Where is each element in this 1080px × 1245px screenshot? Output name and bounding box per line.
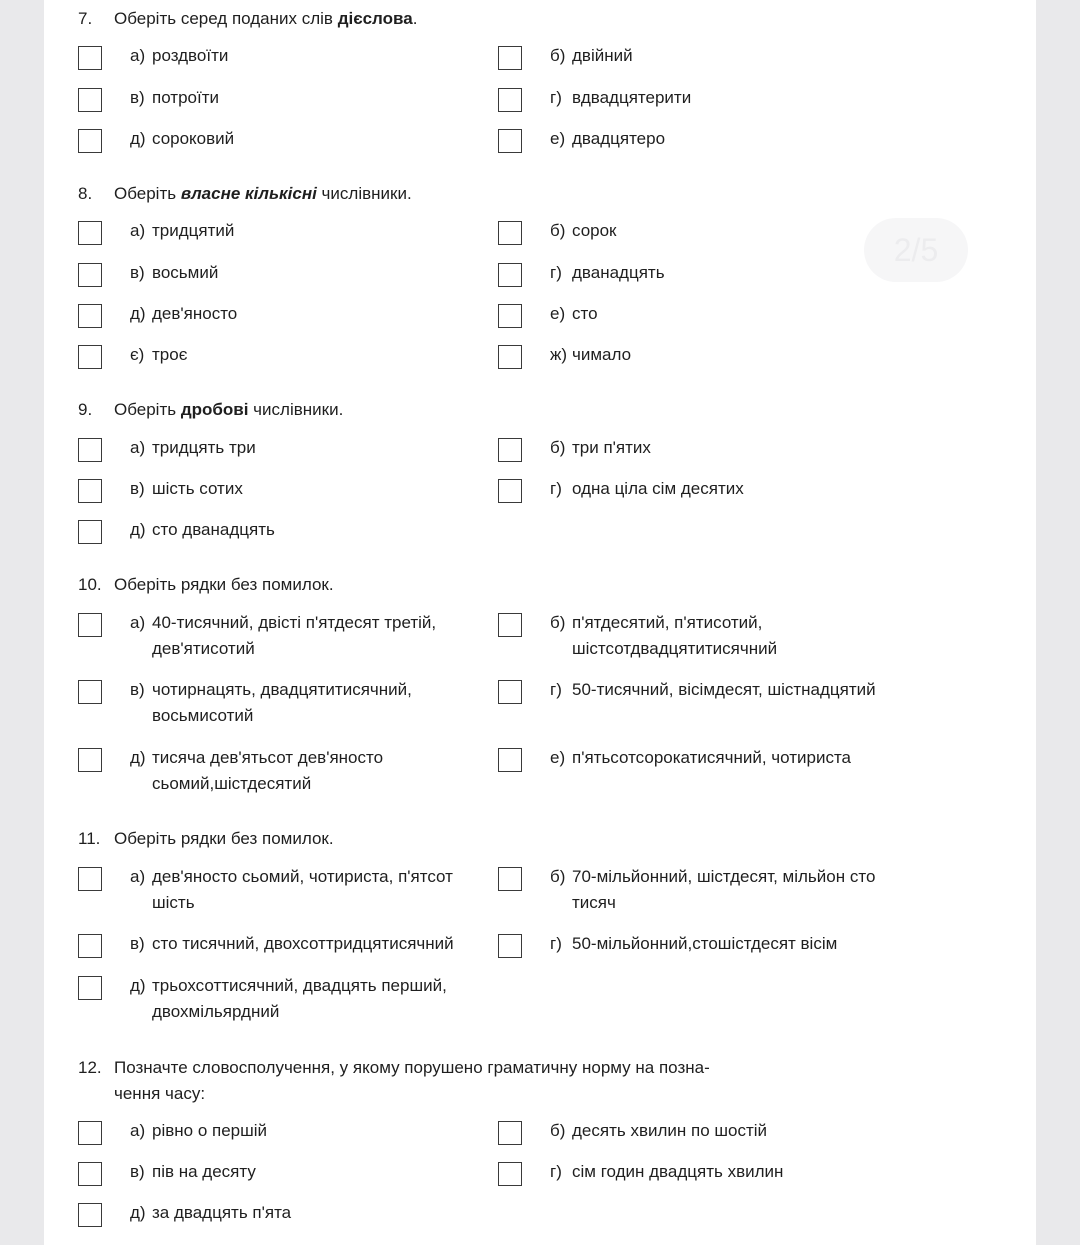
option-text: п'ятьсотсорокатисячний, чотириста [572,748,852,767]
option-text: тисяч [572,893,616,912]
option-label [550,43,895,69]
option-text: шість [152,893,195,912]
answer-checkbox[interactable] [78,867,102,891]
option-text: рівно о першій [152,1121,268,1140]
option-text: пів на десяту [152,1162,256,1181]
worksheet-page [44,0,1036,1245]
option-text: двохмільярдний [152,1002,280,1021]
answer-checkbox[interactable] [78,1162,102,1186]
option-text: чотирнацять, двадцятитисячний, [152,680,412,699]
answer-checkbox[interactable] [498,46,522,70]
option-text: сім годин двадцять хвилин [572,1162,784,1181]
answer-checkbox[interactable] [78,680,102,704]
answer-checkbox[interactable] [78,1203,102,1227]
question-text: 11. [78,829,101,848]
answer-checkbox[interactable] [498,221,522,245]
answer-checkbox[interactable] [498,129,522,153]
option-text: сто дванадцять [152,520,275,539]
option-text: дев'ятисотий [152,639,255,658]
question-text: 12. [78,1058,102,1077]
option-label [550,677,930,703]
option-text: шість сотих [152,479,243,498]
question-text: власне кількісні [180,184,317,203]
option-label [550,1118,895,1144]
option-text: сьомий,шістдесятий [152,774,312,793]
option-letter: г) [550,479,562,498]
option-text: 40-тисячний, двісті п'ятдесят третій, [152,613,437,632]
question-text: Позначте словосполучення, у якому порушено граматичну норму на позна- [114,1058,710,1077]
option-text: шістсотдвадцятитисячний [572,639,778,658]
option-text: восьмий [152,263,219,282]
option-text: 50-тисячний, вісімдесят, шістнадцятий [572,680,876,699]
option-letter: е) [550,304,566,323]
option-label [130,864,490,916]
option-letter: д) [130,304,146,323]
option-letter: ж) [550,345,568,364]
option-label [550,931,930,957]
option-letter: д) [130,1203,146,1222]
answer-checkbox[interactable] [78,748,102,772]
answer-checkbox[interactable] [78,438,102,462]
question-text: дієслова [337,9,413,28]
question-prompt [78,826,996,852]
option-text: три п'ятих [572,438,651,457]
question-text: 9. [78,400,93,419]
option-letter: г) [550,1162,562,1181]
option-label [550,1159,895,1185]
option-letter: а) [130,221,146,240]
option-letter: а) [130,46,146,65]
option-label [550,745,930,771]
answer-checkbox[interactable] [78,520,102,544]
option-letter: в) [130,88,145,107]
question-prompt [78,181,996,207]
question-text: 10. [78,575,102,594]
option-letter: а) [130,613,146,632]
answer-checkbox[interactable] [498,680,522,704]
option-label [130,476,475,502]
question-text: Оберіть серед поданих слів [114,9,338,28]
option-text: тридцять три [152,438,256,457]
option-label [550,864,930,916]
option-letter: в) [130,1162,145,1181]
question-text: Оберіть [114,400,181,419]
answer-checkbox[interactable] [498,479,522,503]
option-letter: г) [550,680,562,699]
question-text: дробові [180,400,249,419]
answer-checkbox[interactable] [78,129,102,153]
question-12 [78,1055,996,1107]
option-label [550,435,895,461]
option-letter: г) [550,263,562,282]
option-label [130,1200,475,1226]
option-text: двадцятеро [572,129,666,148]
question-9 [78,397,996,423]
option-text: вдвадцятерити [572,88,692,107]
option-text: 70-мільйонний, шістдесят, мільйон сто [572,867,876,886]
option-label [130,517,475,543]
question-text: 8. [78,184,93,203]
option-text: тисяча дев'ятьсот дев'яносто [152,748,384,767]
question-text: Оберіть рядки без помилок. [114,829,334,848]
option-letter: е) [550,129,566,148]
option-text: п'ятдесятий, п'ятисотий, [572,613,763,632]
answer-checkbox[interactable] [78,613,102,637]
answer-checkbox[interactable] [78,263,102,287]
answer-checkbox[interactable] [498,438,522,462]
option-letter: г) [550,88,562,107]
question-10 [78,572,996,598]
option-text: восьмисотий [152,706,254,725]
question-text: числівники. [316,184,412,203]
answer-checkbox[interactable] [498,748,522,772]
option-letter: в) [130,934,145,953]
option-letter: а) [130,867,146,886]
option-label [130,85,475,111]
option-text: троє [152,345,188,364]
option-label [550,476,895,502]
option-letter: а) [130,438,146,457]
answer-checkbox[interactable] [498,1162,522,1186]
answer-checkbox[interactable] [498,345,522,369]
option-letter: б) [550,867,566,886]
answer-checkbox[interactable] [498,304,522,328]
option-label [130,218,475,244]
option-letter: б) [550,613,566,632]
option-label [130,610,475,662]
option-text: тридцятий [152,221,235,240]
option-letter: д) [130,976,146,995]
option-label [550,218,895,244]
option-label [130,1118,475,1144]
option-label [130,931,490,957]
option-text: двійний [572,46,633,65]
option-label [130,43,475,69]
option-text: сто [572,304,598,323]
question-prompt [78,572,996,598]
option-letter: е) [550,748,566,767]
question-text: Оберіть рядки без помилок. [114,575,334,594]
answer-checkbox[interactable] [78,46,102,70]
option-letter: б) [550,438,566,457]
option-label [130,342,475,368]
question-text: чення часу: [114,1084,206,1103]
option-text: за двадцять п'ята [152,1203,292,1222]
option-letter: б) [550,46,566,65]
answer-checkbox[interactable] [498,88,522,112]
option-text: 50-мільйонний,стошістдесят вісім [572,934,838,953]
option-label [550,610,895,662]
answer-checkbox[interactable] [498,934,522,958]
option-label [130,301,475,327]
option-label [130,435,475,461]
question-11 [78,826,996,852]
question-7 [78,6,996,32]
option-text: потроїти [152,88,219,107]
question-prompt [78,1055,996,1107]
option-text: трьохсоттисячний, двадцять перший, [152,976,447,995]
option-text: десять хвилин по шостій [572,1121,768,1140]
answer-checkbox[interactable] [498,867,522,891]
question-8 [78,181,996,207]
answer-checkbox[interactable] [498,1121,522,1145]
option-letter: б) [550,1121,566,1140]
option-label [130,745,475,797]
question-text: . [412,9,418,28]
option-label [130,126,475,152]
option-letter: д) [130,748,146,767]
option-letter: в) [130,680,145,699]
option-label [550,342,895,368]
option-text: сорок [572,221,617,240]
option-letter: г) [550,934,562,953]
answer-checkbox[interactable] [78,221,102,245]
answer-checkbox[interactable] [498,263,522,287]
option-text: чимало [572,345,632,364]
option-text: сороковий [152,129,235,148]
option-text: одна ціла сім десятих [572,479,744,498]
option-letter: в) [130,263,145,282]
option-label [550,260,895,286]
option-text: дванадцять [572,263,665,282]
answer-checkbox[interactable] [78,345,102,369]
option-letter: є) [130,345,145,364]
question-prompt [78,6,996,32]
option-letter: б) [550,221,566,240]
option-text: дев'яносто [152,304,238,323]
option-label [130,677,475,729]
option-text: сто тисячний, двохсоттридцятисячний [152,934,454,953]
answer-checkbox[interactable] [78,304,102,328]
question-prompt [78,397,996,423]
page-indicator: 2/5 [864,218,968,282]
answer-checkbox[interactable] [78,479,102,503]
question-text: Оберіть [114,184,181,203]
option-label [130,260,475,286]
option-label [130,973,490,1025]
option-label [550,126,895,152]
question-text: числівники. [248,400,344,419]
option-text: роздвоїти [152,46,229,65]
option-label [130,1159,475,1185]
answer-checkbox[interactable] [78,1121,102,1145]
option-label [550,301,895,327]
option-text: дев'яносто сьомий, чотириста, п'ятсот [152,867,453,886]
answer-checkbox[interactable] [78,976,102,1000]
answer-checkbox[interactable] [498,613,522,637]
option-letter: д) [130,129,146,148]
question-text: 7. [78,9,93,28]
answer-checkbox[interactable] [78,934,102,958]
option-letter: в) [130,479,145,498]
option-letter: а) [130,1121,146,1140]
answer-checkbox[interactable] [78,88,102,112]
option-letter: д) [130,520,146,539]
option-label [550,85,895,111]
